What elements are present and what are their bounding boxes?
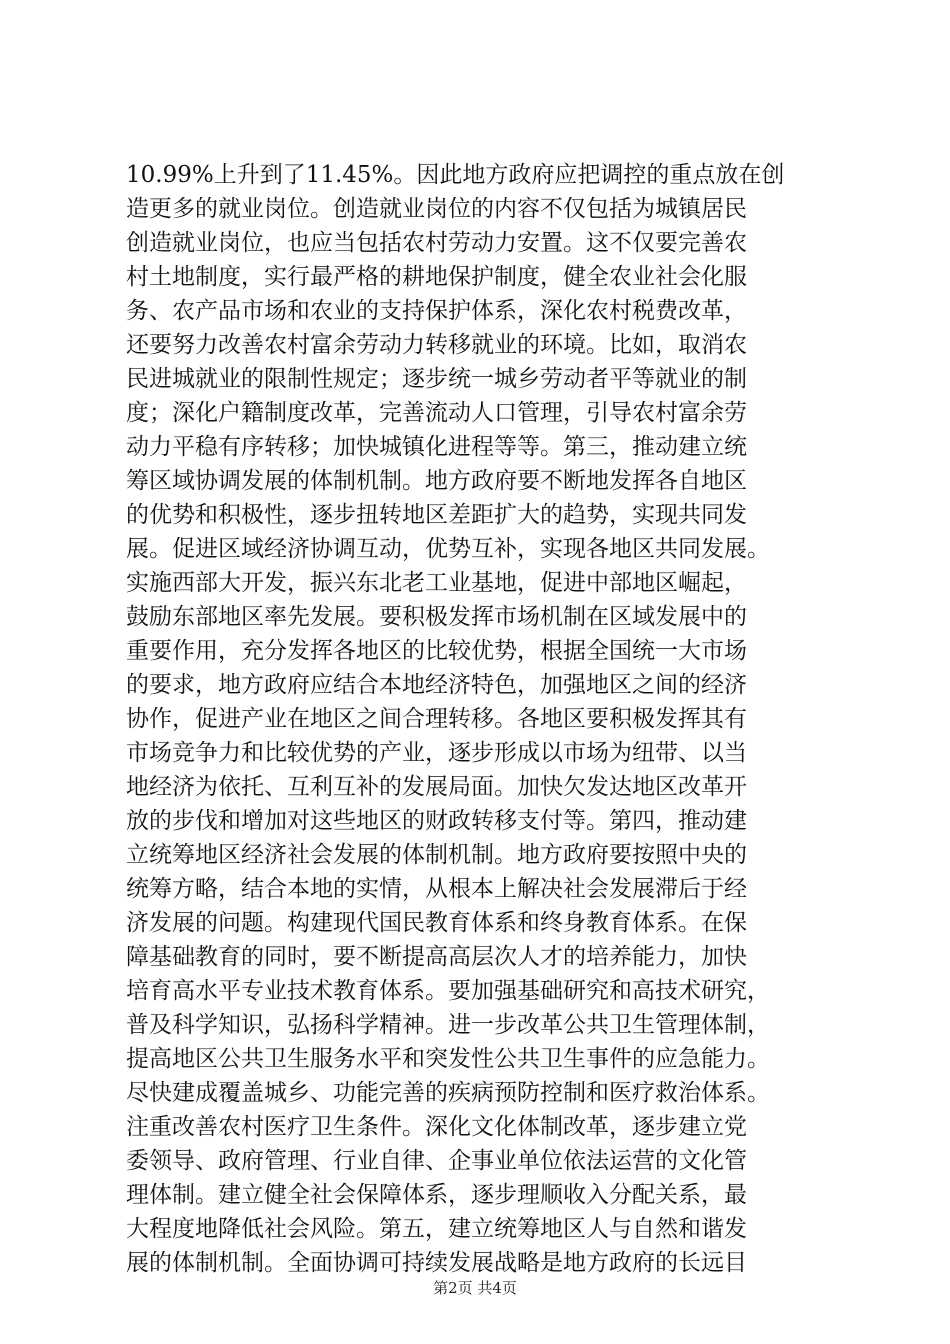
text-line: 的要求，地方政府应结合本地经济特色，加强地区之间的经济 xyxy=(126,672,747,698)
text-line: 筹区域协调发展的体制机制。地方政府要不断地发挥各自地区 xyxy=(126,468,747,494)
text-line: 务、农产品市场和农业的支持保护体系，深化农村税费改革， xyxy=(126,298,747,324)
text-line: 民进城就业的限制性规定；逐步统一城乡劳动者平等就业的制 xyxy=(126,366,747,392)
text-line: 放的步伐和增加对这些地区的财政转移支付等。第四，推动建 xyxy=(126,808,747,834)
text-line: 还要努力改善农村富余劳动力转移就业的环境。比如，取消农 xyxy=(126,332,747,358)
text-line: 重要作用，充分发挥各地区的比较优势，根据全国统一大市场 xyxy=(126,638,747,664)
text-line: 造更多的就业岗位。创造就业岗位的内容不仅包括为城镇居民 xyxy=(126,196,747,222)
text-line: 尽快建成覆盖城乡、功能完善的疾病预防控制和医疗救治体系。 xyxy=(126,1080,770,1106)
text-line: 培育高水平专业技术教育体系。要加强基础研究和高技术研究， xyxy=(126,978,770,1004)
text-line: 动力平稳有序转移；加快城镇化进程等等。第三，推动建立统 xyxy=(126,434,747,460)
text-line: 障基础教育的同时，要不断提高高层次人才的培养能力，加快 xyxy=(126,944,747,970)
text-line: 济发展的问题。构建现代国民教育体系和终身教育体系。在保 xyxy=(126,910,747,936)
text-line: 注重改善农村医疗卫生条件。深化文化体制改革，逐步建立党 xyxy=(126,1114,747,1140)
text-line: 度；深化户籍制度改革，完善流动人口管理，引导农村富余劳 xyxy=(126,400,747,426)
text-line: 鼓励东部地区率先发展。要积极发挥市场机制在区域发展中的 xyxy=(126,604,747,630)
text-line: 提高地区公共卫生服务水平和突发性公共卫生事件的应急能力。 xyxy=(126,1046,770,1072)
text-line: 创造就业岗位，也应当包括农村劳动力安置。这不仅要完善农 xyxy=(126,230,747,256)
text-line: 理体制。建立健全社会保障体系，逐步理顺收入分配关系，最 xyxy=(126,1182,747,1208)
text-line: 展的体制机制。全面协调可持续发展战略是地方政府的长远目 xyxy=(126,1250,747,1276)
text-line: 展。促进区域经济协调互动，优势互补，实现各地区共同发展。 xyxy=(126,536,770,562)
text-line: 大程度地降低社会风险。第五，建立统筹地区人与自然和谐发 xyxy=(126,1216,747,1242)
text-line: 地经济为依托、互利互补的发展局面。加快欠发达地区改革开 xyxy=(126,774,747,800)
text-line: 统筹方略，结合本地的实情，从根本上解决社会发展滞后于经 xyxy=(126,876,747,902)
page-indicator: 第2页 共4页 xyxy=(433,1279,517,1297)
text-line: 10.99%上升到了11.45%。因此地方政府应把调控的重点放在创 xyxy=(126,162,785,188)
text-line: 协作，促进产业在地区之间合理转移。各地区要积极发挥其有 xyxy=(126,706,747,732)
body-text xyxy=(126,158,846,1280)
text-line: 村土地制度，实行最严格的耕地保护制度，健全农业社会化服 xyxy=(126,264,747,290)
text-line: 的优势和积极性，逐步扭转地区差距扩大的趋势，实现共同发 xyxy=(126,502,747,528)
text-line: 立统筹地区经济社会发展的体制机制。地方政府要按照中央的 xyxy=(126,842,747,868)
text-line: 委领导、政府管理、行业自律、企事业单位依法运营的文化管 xyxy=(126,1148,747,1174)
text-line: 实施西部大开发，振兴东北老工业基地，促进中部地区崛起， xyxy=(126,570,747,596)
page-footer xyxy=(0,1278,950,1298)
text-line: 市场竞争力和比较优势的产业，逐步形成以市场为纽带、以当 xyxy=(126,740,747,766)
text-line: 普及科学知识，弘扬科学精神。进一步改革公共卫生管理体制， xyxy=(126,1012,770,1038)
